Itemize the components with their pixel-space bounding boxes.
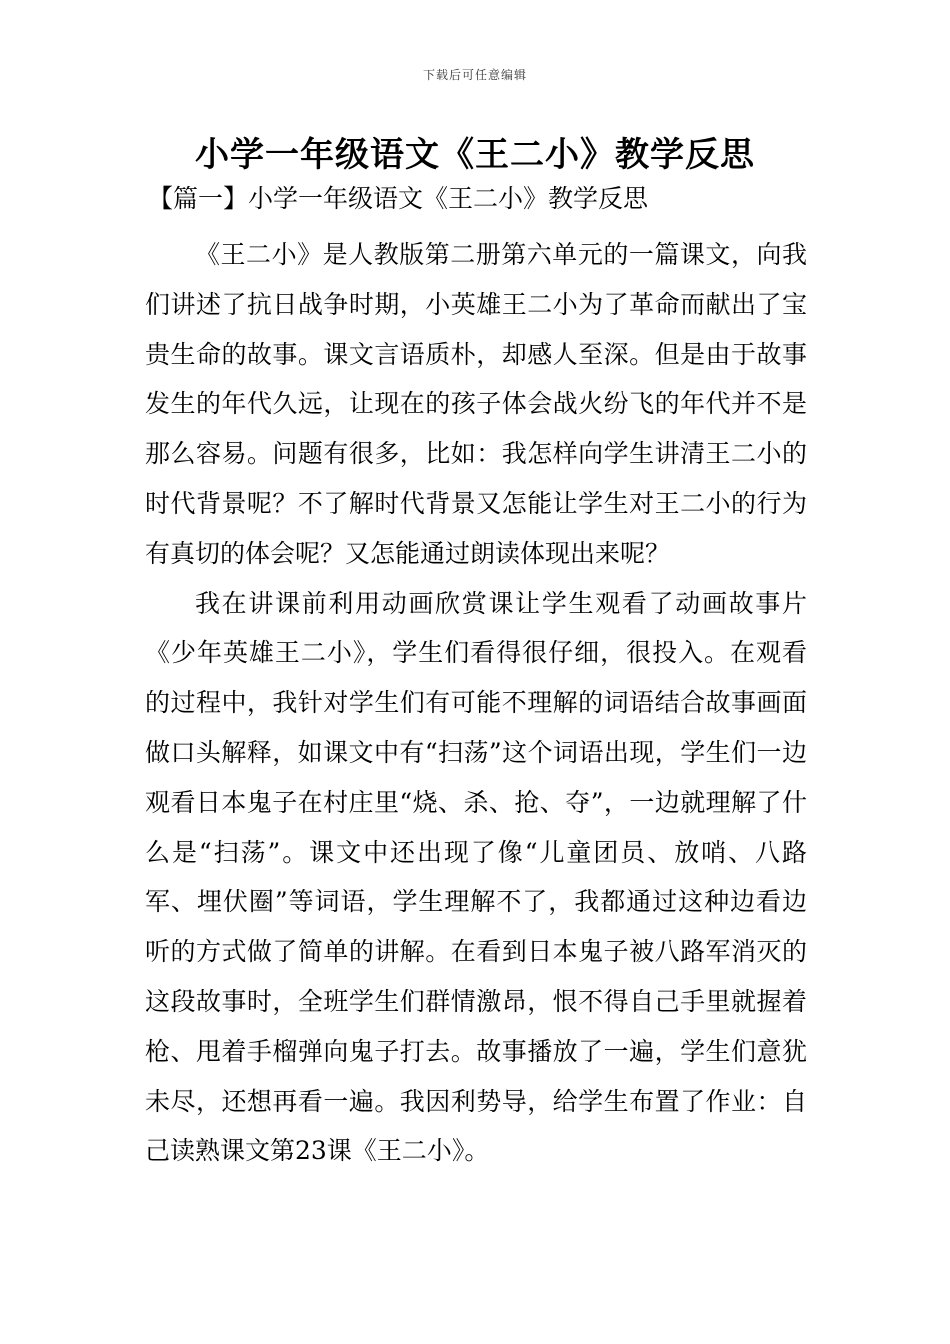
paragraph-2: 我在讲课前利用动画欣赏课让学生观看了动画故事片《少年英雄王二小》，学生们看得很仔细，很投入。在观看的过程中，我针对学生们有可能不理解的词语结合故事画面做口头解释，如课文中有“扫荡”这个词语出现，学生们一边观看日本鬼子在村庄里“烧、杀、抢、夺”，一边就理解了什么是“扫荡”。课文中还出现了像“儿童团员、放哨、八路军、埋伏圈”等词语，学生理解不了，我都通过这种边看边听的方式做了简单的讲解。在看到日本鬼子被八路军消灭的这段故事时，全班学生们群情激昂，恨不得自己手里就握着枪、甩着手榴弹向鬼子打去。故事播放了一遍，学生们意犹未尽，还想再看一遍。我因利势导，给学生布置了作业：自己读熟课文第23课《王二小》。 <box>145 588 807 1166</box>
paragraph-1: 《王二小》是人教版第二册第六单元的一篇课文，向我们讲述了抗日战争时期，小英雄王二小为了革命而献出了宝贵生命的故事。课文言语质朴，却感人至深。但是由于故事发生的年代久远，让现在的孩子体会战火纷飞的年代并不是那么容易。问题有很多，比如：我怎样向学生讲清王二小的时代背景呢？不了解时代背景又怎能让学生对王二小的行为有真切的体会呢？又怎能通过朗读体现出来呢？ <box>145 240 807 568</box>
section-heading: 【篇一】小学一年级语文《王二小》教学反思 <box>148 184 649 213</box>
body-text <box>145 230 807 1176</box>
page-title: 小学一年级语文《王二小》教学反思 <box>195 135 755 175</box>
header-note: 下载后可任意编辑 <box>422 68 527 82</box>
